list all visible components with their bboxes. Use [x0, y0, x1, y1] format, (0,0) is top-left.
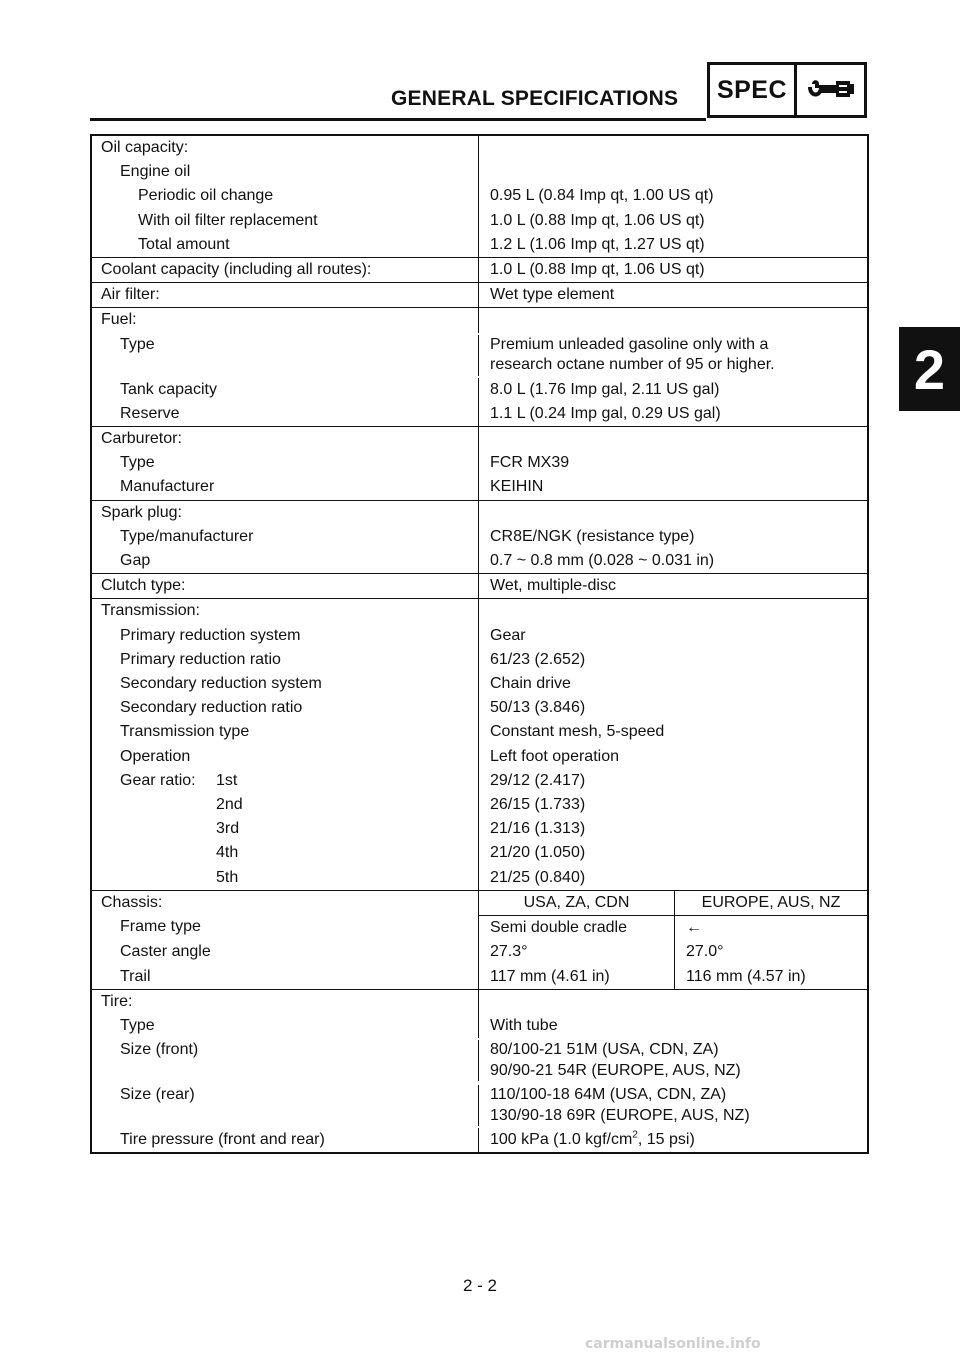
fuel-type-label: Type — [92, 335, 479, 376]
gear-value: 26/15 (1.733) — [490, 796, 586, 814]
periodic-oil-label: Periodic oil change — [92, 184, 479, 208]
trail-label: Trail — [92, 965, 479, 989]
transmission-type-label: Transmission type — [92, 720, 479, 744]
frame-value-b: ← — [675, 915, 867, 940]
coolant-value: 1.0 L (0.88 Imp qt, 1.06 US qt) — [490, 261, 705, 279]
total-oil-value: 1.2 L (1.06 Imp qt, 1.27 US qt) — [490, 235, 705, 253]
secondary-ratio-value: 50/13 (3.846) — [490, 699, 586, 717]
fuel-section — [92, 307, 867, 426]
tire-pressure-sup: 2 — [632, 1129, 638, 1141]
spark-plug-section — [92, 500, 867, 574]
gear-ratio-label: Gear ratio: — [120, 771, 196, 789]
gear-ratio-row — [92, 841, 479, 865]
tire-rear-line-2: 130/90-18 69R (EUROPE, AUS, NZ) — [490, 1106, 750, 1124]
primary-ratio-label: Primary reduction ratio — [92, 648, 479, 672]
air-filter-value: Wet type element — [490, 286, 615, 304]
gear-ratio-row — [92, 817, 479, 841]
gear-name: 4th — [216, 844, 239, 862]
reserve-value: 1.1 L (0.24 Imp gal, 0.29 US gal) — [490, 404, 721, 422]
tire-pressure-main: 100 kPa (1.0 kgf/cm — [490, 1131, 633, 1149]
primary-ratio-value: 61/23 (2.652) — [490, 650, 586, 668]
spec-table — [90, 134, 869, 1154]
secondary-system-label: Secondary reduction system — [92, 672, 479, 696]
tire-pressure-tail: , 15 psi) — [637, 1131, 695, 1149]
transmission-section — [92, 598, 867, 889]
spec-label: SPEC — [710, 65, 797, 115]
gear-name: 2nd — [216, 796, 243, 814]
fuel-type-line-2: research octane number of 95 or higher. — [490, 356, 775, 374]
spark-plug-heading: Spark plug: — [92, 501, 479, 525]
page-number: 2 - 2 — [462, 1276, 498, 1295]
air-filter-label: Air filter: — [92, 283, 479, 307]
tire-front-label: Size (front) — [92, 1040, 479, 1081]
operation-label: Operation — [92, 745, 479, 769]
tire-front-line-2: 90/90-21 54R (EUROPE, AUS, NZ) — [490, 1061, 741, 1079]
total-oil-label: Total amount — [92, 233, 479, 257]
tire-heading: Tire: — [92, 990, 479, 1014]
gear-value: 21/25 (0.840) — [490, 868, 586, 886]
gear-ratio-row — [92, 769, 479, 793]
coolant-label: Coolant capacity (including all routes): — [92, 258, 479, 282]
spark-plug-gap-value: 0.7 ~ 0.8 mm (0.028 ~ 0.031 in) — [490, 552, 715, 570]
frame-label: Frame type — [92, 915, 479, 940]
reserve-label: Reserve — [92, 402, 479, 426]
tire-type-value: With tube — [490, 1016, 558, 1034]
tire-pressure-label: Tire pressure (front and rear) — [92, 1128, 479, 1152]
chapter-tab: 2 — [899, 327, 960, 411]
gear-value: 21/20 (1.050) — [490, 844, 586, 862]
clutch-section — [92, 573, 867, 598]
page-title: GENERAL SPECIFICATIONS — [391, 87, 679, 110]
tire-section — [92, 989, 867, 1153]
header-rule — [90, 118, 706, 121]
gear-name: 1st — [216, 771, 238, 789]
transmission-heading: Transmission: — [92, 599, 479, 623]
gear-name: 3rd — [216, 820, 240, 838]
trail-value-a: 117 mm (4.61 in) — [479, 965, 675, 989]
carburetor-type-label: Type — [92, 451, 479, 475]
engine-oil-label: Engine oil — [92, 160, 479, 184]
tire-front-value — [479, 1040, 867, 1081]
carburetor-section — [92, 426, 867, 500]
spec-icon-cell — [797, 65, 864, 115]
caster-label: Caster angle — [92, 940, 479, 964]
tire-type-label: Type — [92, 1014, 479, 1038]
tire-rear-value — [479, 1085, 867, 1126]
carburetor-heading: Carburetor: — [92, 427, 479, 451]
carburetor-type-value: FCR MX39 — [490, 454, 570, 472]
frame-value-a: Semi double cradle — [479, 915, 675, 940]
transmission-type-value: Constant mesh, 5-speed — [490, 723, 665, 741]
gear-ratio-row — [92, 793, 479, 817]
tank-capacity-value: 8.0 L (1.76 Imp gal, 2.11 US gal) — [490, 380, 720, 398]
tire-rear-label: Size (rear) — [92, 1085, 479, 1126]
trail-value-b: 116 mm (4.57 in) — [686, 967, 806, 985]
filter-oil-label: With oil filter replacement — [92, 209, 479, 233]
wrench-icon — [806, 75, 856, 105]
oil-section — [92, 136, 867, 257]
filter-oil-value: 1.0 L (0.88 Imp qt, 1.06 US qt) — [490, 211, 705, 229]
clutch-label: Clutch type: — [92, 574, 479, 598]
carburetor-manufacturer-value: KEIHIN — [490, 478, 544, 496]
spark-plug-type-label: Type/manufacturer — [92, 525, 479, 549]
spark-plug-gap-label: Gap — [92, 549, 479, 573]
primary-system-value: Gear — [490, 626, 526, 644]
operation-value: Left foot operation — [490, 747, 619, 765]
primary-system-label: Primary reduction system — [92, 624, 479, 648]
chassis-col-a: USA, ZA, CDN — [479, 891, 675, 915]
periodic-oil-value: 0.95 L (0.84 Imp qt, 1.00 US qt) — [490, 187, 714, 205]
spec-box — [707, 62, 867, 118]
spark-plug-type-value: CR8E/NGK (resistance type) — [490, 527, 695, 545]
carburetor-manufacturer-label: Manufacturer — [92, 475, 479, 499]
gear-name: 5th — [216, 868, 239, 886]
fuel-type-value — [479, 335, 867, 376]
gear-value: 29/12 (2.417) — [490, 771, 586, 789]
tire-pressure-value — [479, 1128, 867, 1152]
clutch-value: Wet, multiple-disc — [490, 577, 616, 595]
chassis-col-b: EUROPE, AUS, NZ — [701, 893, 841, 911]
tire-rear-line-1: 110/100-18 64M (USA, CDN, ZA) — [490, 1086, 727, 1104]
gear-ratio-row — [92, 866, 479, 890]
fuel-heading: Fuel: — [92, 308, 479, 332]
caster-value-b: 27.0° — [686, 943, 724, 961]
caster-value-a: 27.3° — [479, 940, 675, 964]
chassis-section — [92, 890, 867, 989]
chassis-heading: Chassis: — [92, 891, 479, 915]
watermark: carmanualsonline.info — [585, 1336, 761, 1352]
tank-capacity-label: Tank capacity — [92, 378, 479, 402]
tire-front-line-1: 80/100-21 51M (USA, CDN, ZA) — [490, 1041, 719, 1059]
fuel-type-line-1: Premium unleaded gasoline only with a — [490, 335, 769, 353]
gear-value: 21/16 (1.313) — [490, 820, 586, 838]
air-filter-section — [92, 282, 867, 307]
coolant-section — [92, 257, 867, 282]
oil-heading: Oil capacity: — [92, 136, 479, 160]
secondary-system-value: Chain drive — [490, 675, 571, 693]
secondary-ratio-label: Secondary reduction ratio — [92, 696, 479, 720]
